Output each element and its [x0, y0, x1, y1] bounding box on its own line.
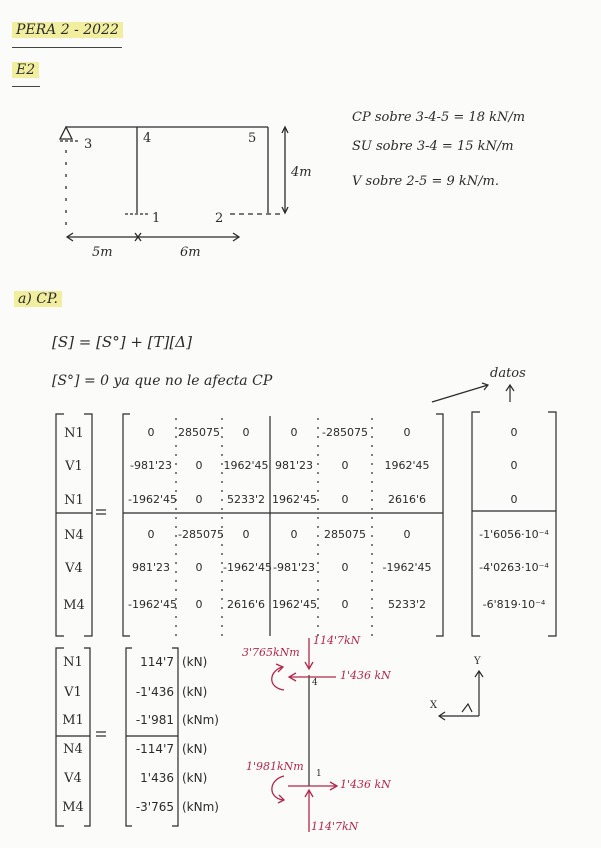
matrix-cell: 0 — [242, 528, 250, 541]
result-value: 1'436 — [140, 771, 174, 785]
matrix-cell: 0 — [195, 459, 203, 472]
matrix-cell: 0 — [147, 528, 155, 541]
matrix-cell: -285075 — [178, 528, 224, 541]
matrix-cell: -1962'45 — [128, 493, 177, 506]
result-unit: (kNm) — [182, 713, 219, 727]
delta-entry: 0 — [510, 426, 518, 439]
matrix-cell: -1962'45 — [382, 561, 432, 574]
result-value: -1'436 — [135, 685, 174, 699]
matrix-cell: 1962'45 — [384, 459, 430, 472]
delta-entry: -6'819·10⁻⁴ — [482, 598, 546, 611]
equation-s0: [S°] = 0 ya que no le afecta CP — [52, 373, 273, 389]
node-1-label: 1 — [152, 211, 161, 226]
matrix-cell: 0 — [195, 598, 203, 611]
result-value: -114'7 — [135, 742, 174, 756]
result-value: -1'981 — [135, 713, 174, 727]
matrix-cell: 1962'45 — [272, 493, 318, 506]
result-label: N4 — [63, 742, 83, 757]
section-title: a) CP. — [14, 291, 62, 307]
matrix-cell: 0 — [341, 493, 349, 506]
matrix-cell: 285075 — [324, 528, 366, 541]
result-label: V4 — [64, 771, 82, 786]
result-label: M1 — [62, 713, 84, 728]
page-title: PERA 2 - 2022 — [12, 22, 123, 38]
matrix-cell: -1962'45 — [128, 598, 177, 611]
load-cp: CP sobre 3-4-5 = 18 kN/m — [352, 110, 526, 125]
bottom-shear-label: 1'436 kN — [340, 778, 391, 791]
matrix-cell: 0 — [290, 426, 298, 439]
matrix-cell: 2616'6 — [387, 493, 427, 506]
node-2-label: 2 — [215, 211, 224, 226]
bottom-moment-label: 1'981kNm — [246, 760, 304, 773]
node-5-label: 5 — [248, 131, 257, 146]
lhs-entry: N1 — [64, 493, 84, 508]
matrix-cell: 0 — [147, 426, 155, 439]
matrix-cell: 1962'45 — [272, 598, 318, 611]
matrix-cell: 981'23 — [131, 561, 171, 574]
top-moment-label: 3'765kNm — [242, 646, 300, 659]
matrix-cell: 0 — [242, 426, 250, 439]
span-left-label: 5m — [92, 245, 113, 260]
delta-entry: 0 — [510, 459, 518, 472]
exercise-label: E2 — [12, 62, 39, 78]
matrix-cell: 5233'2 — [387, 598, 427, 611]
matrix-cell: -981'23 — [130, 459, 172, 472]
load-v: V sobre 2-5 = 9 kN/m. — [352, 174, 499, 189]
matrix-cell: 1962'45 — [223, 459, 269, 472]
result-value: -3'765 — [135, 800, 174, 814]
top-shear-label: 1'436 kN — [340, 669, 391, 682]
axis-x-label: X — [430, 700, 438, 711]
lhs-entry: N1 — [64, 426, 84, 441]
datos-label: datos — [490, 366, 526, 381]
matrix-cell: 5233'2 — [226, 493, 266, 506]
result-unit: (kN) — [182, 655, 208, 669]
result-label: N1 — [63, 655, 83, 670]
fbd-node-4: 4 — [312, 678, 318, 688]
load-su: SU sobre 3-4 = 15 kN/m — [352, 139, 514, 154]
height-label: 4m — [291, 165, 312, 180]
top-axial-label: 114'7kN — [313, 634, 361, 647]
matrix-cell: 0 — [290, 528, 298, 541]
fbd-node-1: 1 — [316, 769, 322, 779]
node-3-label: 3 — [84, 137, 93, 152]
matrix-cell: -285075 — [322, 426, 368, 439]
matrix-cell: 981'23 — [274, 459, 314, 472]
result-unit: (kN) — [182, 771, 208, 785]
matrix-cell: 0 — [341, 561, 349, 574]
result-unit: (kN) — [182, 742, 208, 756]
matrix-cell: 0 — [341, 459, 349, 472]
lhs-entry: V4 — [65, 561, 83, 576]
span-right-label: 6m — [180, 245, 201, 260]
lhs-entry: V1 — [65, 459, 83, 474]
result-label: M4 — [62, 800, 84, 815]
matrix-cell: -981'23 — [273, 561, 315, 574]
matrix-cell: 0 — [341, 598, 349, 611]
result-label: V1 — [64, 685, 82, 700]
result-unit: (kN) — [182, 685, 208, 699]
axis-y-label: Y — [474, 656, 481, 667]
matrix-cell: 2616'6 — [226, 598, 266, 611]
delta-entry: -1'6056·10⁻⁴ — [479, 528, 549, 541]
matrix-cell: 0 — [195, 561, 203, 574]
result-unit: (kNm) — [182, 800, 219, 814]
matrix-cell: 0 — [195, 493, 203, 506]
bottom-axial-label: 114'7kN — [311, 820, 359, 833]
delta-entry: -4'0263·10⁻⁴ — [479, 561, 549, 574]
matrix-cell: 0 — [403, 528, 411, 541]
equation-main: [S] = [S°] + [T][Δ] — [52, 333, 192, 351]
result-value: 114'7 — [140, 655, 174, 669]
matrix-cell: 0 — [403, 426, 411, 439]
node-4-label: 4 — [143, 131, 152, 146]
delta-entry: 0 — [510, 493, 518, 506]
matrix-cell: 285075 — [178, 426, 220, 439]
lhs-entry: N4 — [64, 528, 84, 543]
matrix-cell: -1962'45 — [223, 561, 272, 574]
lhs-entry: M4 — [63, 598, 85, 613]
